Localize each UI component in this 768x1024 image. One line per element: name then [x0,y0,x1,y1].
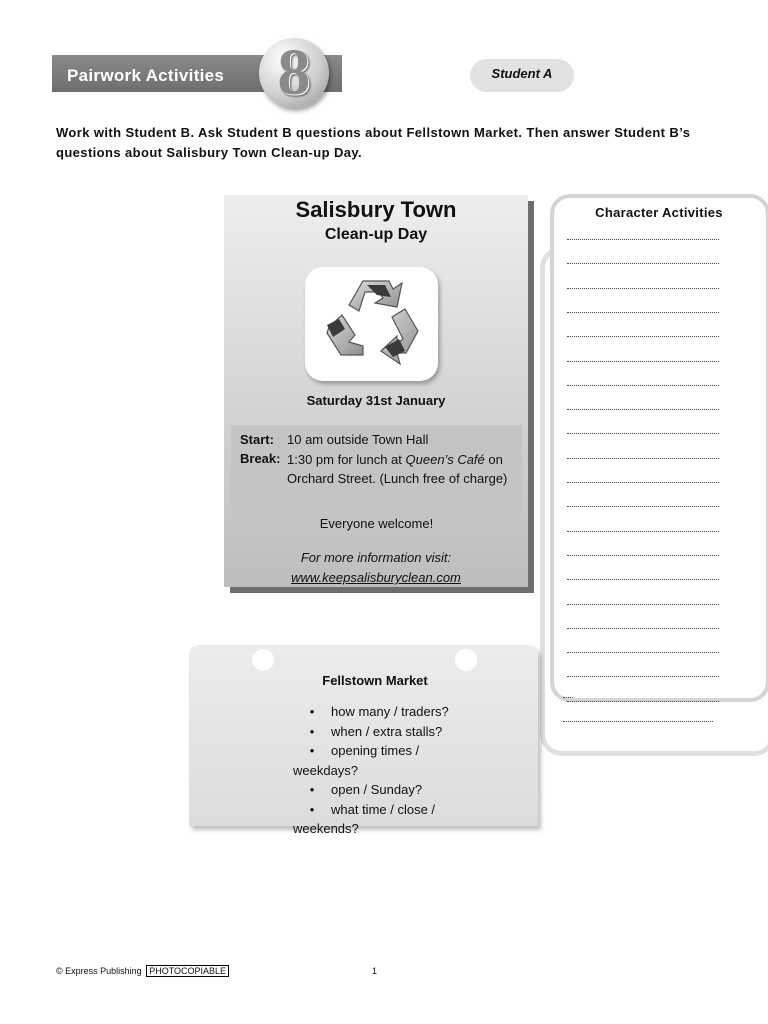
break-text-1: 1:30 pm for lunch at [287,452,406,467]
notebook-line[interactable] [567,482,719,483]
welcome-text: Everyone welcome! [319,516,434,531]
list-item: • open / Sunday? [293,780,483,800]
notebook-line[interactable] [567,312,719,313]
recycle-icon [305,267,438,381]
page-title: Pairwork Activities [67,66,225,85]
notebook-line[interactable] [567,361,719,362]
notebook-line[interactable] [567,555,719,556]
card-notch-left [252,649,274,671]
poster-subtitle: Clean-up Day [324,226,428,243]
notebook-line[interactable] [567,676,719,677]
break-text-2: on Orchard Street. (Lunch free of charge) [287,452,508,486]
student-label: Student A [470,59,574,92]
notebook-line[interactable] [567,458,719,459]
notebook-line[interactable] [567,531,719,532]
card-notch-right [455,649,477,671]
card-title: Fellstown Market [322,673,428,688]
notebook-line[interactable] [567,701,719,702]
notebook-title: Character Activities [595,205,723,220]
bullet-icon: • [309,782,315,797]
poster-date: Saturday 31st January [306,393,446,408]
bullet-icon: • [309,743,315,758]
more-info-label: For more information visit: [300,550,452,565]
start-text: 10 am outside Town Hall [287,432,429,447]
bullet-icon: • [309,704,315,719]
notebook-line[interactable] [567,239,719,240]
notebook-line[interactable] [567,336,719,337]
poster-title: Salisbury Town [295,197,457,222]
footer-copyright: © Express Publishing PHOTOCOPIABLE [56,966,229,976]
list-item: • opening times / weekdays? [293,743,420,778]
notebook-back-line[interactable] [563,697,573,698]
notebook-line[interactable] [567,288,719,289]
notebook-line[interactable] [567,385,719,386]
break-label: Break: [240,451,281,466]
photocopiable-label: PHOTOCOPIABLE [146,965,229,977]
notebook-line[interactable] [567,628,719,629]
notebook-line[interactable] [567,604,719,605]
start-label: Start: [240,432,274,447]
unit-number: 8 [277,36,311,109]
notebook-line[interactable] [567,506,719,507]
list-item: • what time / close / weekends? [293,801,436,836]
notebook-line[interactable] [567,652,719,653]
notebook-line[interactable] [567,409,719,410]
recycle-symbol [305,267,438,381]
break-venue: Queen’s Café [405,452,485,467]
instructions: Work with Student B. Ask Student B questions about Fellstown Market. Then answer Student B’s questions about Salisbury Town Clean-up Day. [56,125,691,160]
poster-url[interactable]: www.keepsalisburyclean.com [291,570,461,585]
notebook-line[interactable] [567,433,719,434]
page-number: 1 [372,966,378,976]
bullet-icon: • [309,723,315,739]
bullet-icon: • [309,801,315,817]
break-text [287,450,512,488]
more-info [224,548,528,588]
notebook-line[interactable] [567,263,719,264]
notebook-back-line[interactable] [563,721,713,722]
list-item: • how many / traders? [293,702,483,722]
card-question-list [293,702,483,839]
notebook-line[interactable] [567,579,719,580]
notebook-front-page [550,194,768,702]
list-item: • when / extra stalls? [293,722,483,742]
